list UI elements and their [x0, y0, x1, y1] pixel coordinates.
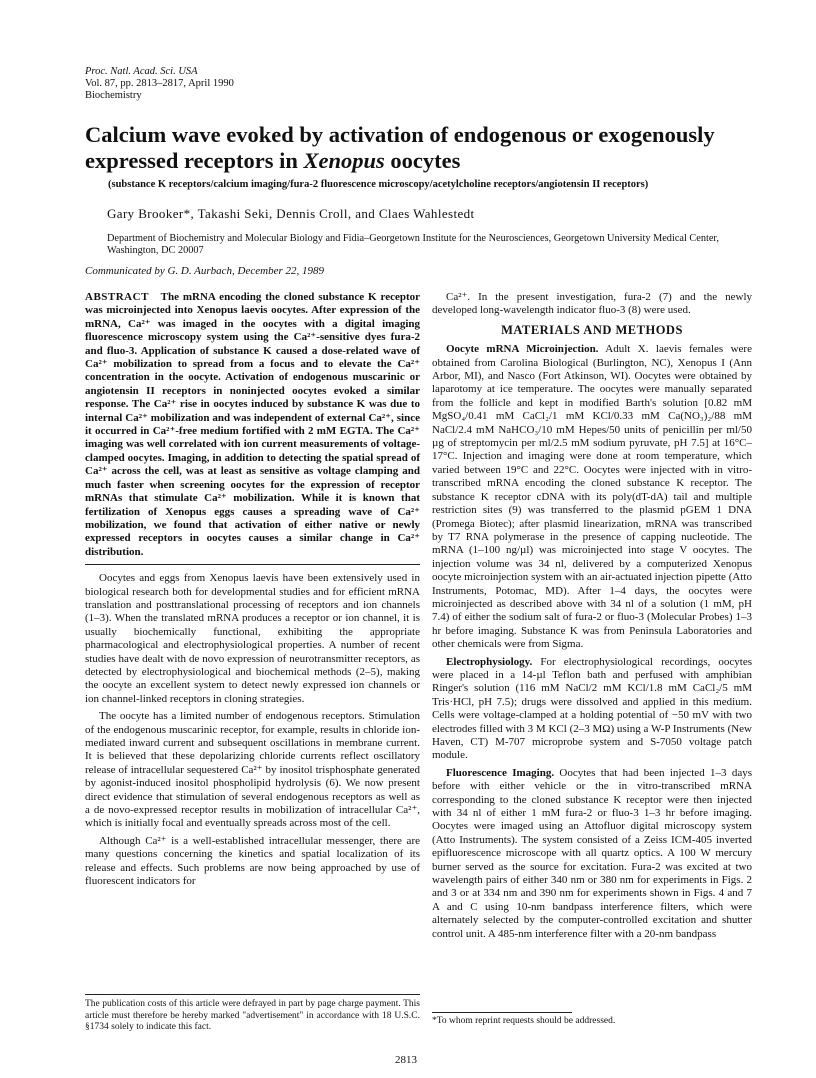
- communicated-by: Communicated by G. D. Aurbach, December 22, 1989: [85, 265, 325, 277]
- journal-name: Proc. Natl. Acad. Sci. USA: [85, 66, 198, 77]
- abstract-label: ABSTRACT: [85, 291, 149, 303]
- page-charge-text: The publication costs of this article were defrayed in part by page charge payment. This article must therefore be hereby marked "advertisement" in accordance with 18 U.S.C. §1734 solely to indicate this fact.: [85, 999, 420, 1032]
- right-column: [432, 291, 752, 945]
- title-line-2-italic: Xenopus: [303, 148, 385, 173]
- methods-paragraph-1: [432, 343, 752, 651]
- paper-title: [85, 122, 745, 174]
- intro-paragraph-1: Oocytes and eggs from Xenopus laevis have been extensively used in biological research both for developmental studies and for efficient mRNA translation and posttranslational processing of receptors and ion channels (1–3). When the translated mRNA produces a receptor or ion channel, it is usually biochemically functional, exhibiting the appropriate pharmacological and electrophysiological properties. A number of recent studies have dealt with de novo expression of neurotransmitter receptors, as detected by electrophysiological and biochemical methods (2–5), making the oocyte an excellent system to detect newly expressed ion channels or ion channel-linked receptors in cloning strategies.: [85, 572, 420, 705]
- runin-heading: Fluorescence Imaging.: [446, 766, 555, 779]
- abstract: [85, 291, 420, 559]
- footnote-rule: [85, 994, 420, 995]
- intro-paragraph-2: The oocyte has a limited number of endogenous receptors. Stimulation of the endogenous muscarinic receptor, for example, results in chloride ion-mediated inward current and subsequent oscillations in membrane current. It is believed that these depolarizing chloride currents reflect oscillatory release of intracellular sequestered Ca²⁺ by inositol trisphosphate generated by agonist-induced inositol phospholipid hydrolysis (6). We now present direct evidence that stimulation of several endogenous receptors as well as a de novo-expressed receptor results in mobilization of intracellular Ca²⁺, which is initially focal and eventually spreads across most of the cell.: [85, 710, 420, 830]
- runin-heading: Electrophysiology.: [446, 655, 533, 668]
- keywords: (substance K receptors/calcium imaging/fura-2 fluorescence microscopy/acetylcholine receptors/angiotensin II receptors): [108, 179, 649, 190]
- runin-heading: Oocyte mRNA Microinjection.: [446, 343, 599, 356]
- authors: Gary Brooker*, Takashi Seki, Dennis Croll, and Claes Wahlestedt: [107, 206, 475, 221]
- title-line-2-pre: expressed receptors in: [85, 148, 304, 173]
- methods-paragraph-2: [432, 656, 752, 763]
- left-column: [85, 291, 420, 892]
- affiliation: Department of Biochemistry and Molecular Biology and Fidia–Georgetown Institute for the Neurosciences, Georgetown University Medical Center, Washington, DC 20007: [107, 233, 720, 256]
- page-charge-footnote: [85, 994, 420, 1034]
- paragraph-text: For electrophysiological recordings, oocytes were placed in a 14-µl Teflon bath and perfused with amphibian Ringer's solution (116 mM NaCl/2 mM KCl/1.8 mM CaCl₂/5 mM Tris·HCl, pH 7.5); drugs were dissolved and applied in this medium. Cells were voltage-clamped at a holding potential of −50 mV with two electrodes filled with 3 M KCl (2–3 MΩ) using a W-P Instruments (New Haven, CT) M-707 microprobe system and S-7050 voltage patch module.: [432, 655, 752, 762]
- title-line-2-post: oocytes: [384, 148, 461, 173]
- title-line-1: Calcium wave evoked by activation of endogenous or exogenously: [85, 122, 715, 147]
- abstract-text: The mRNA encoding the cloned substance K receptor was microinjected into Xenopus laevis oocytes. After expression of the mRNA, Ca²⁺ was imaged in the oocytes with a digital imaging fluorescence microscopy system using the Ca²⁺-sensitive dyes fura-2 and fluo-3. Application of substance K caused a dose-related wave of Ca²⁺ mobilization to spread from a focus and to elevate the Ca²⁺ concentration in the oocyte. Activation of endogenous muscarinic or angiotensin II receptors in noninjected oocytes evoked a similar response. The Ca²⁺ rise in oocytes induced by substance K was due to internal Ca²⁺ mobilization and was independent of external Ca²⁺, since it occurred in Ca²⁺-free medium fortified with 2 mM EGTA. The Ca²⁺ imaging was well correlated with ion current measurements of voltage-clamped oocytes. Imaging, in addition to detecting the spatial spread of Ca²⁺ across the cell, was at least as sensitive as voltage clamping and much faster when screening oocytes for the expression of receptor mRNAs that stimulate Ca²⁺ mobilization. While it is known that fertilization of Xenopus eggs causes a spreading wave of Ca²⁺ mobilization, we found that activation of either native or newly expressed receptors in oocytes causes a similar change in Ca²⁺ distribution.: [85, 291, 421, 558]
- journal-section: Biochemistry: [85, 90, 142, 101]
- journal-header: [85, 66, 234, 102]
- methods-paragraph-3: [432, 767, 752, 941]
- abstract-divider: [85, 564, 420, 565]
- paragraph-text: Oocytes that had been injected 1–3 days before with either vehicle or the in vitro-transcribed mRNA corresponding to the cloned substance K receptor were then injected with 34 nl of either 1 mM fura-2 or fluo-3 1–3 hr before imaging. Oocytes were imaged using an Attofluor digital microscopy system (Atto Instruments). The system consisted of a Zeiss ICM-405 inverted epifluorescence microscope with all quartz optics. A 100 W mercury burner served as the source for excitation. Fura-2 was excited at two wavelength pairs of either 340 nm or 380 nm for experiments in Figs. 2 and 3 or at 334 nm and 390 nm for experiments shown in Figs. 4 and 7 A and C using 10-nm bandpass interference filters, which were alternately selected by the computer-controlled excitation and shutter control unit. A 485-nm interference filter with a 20-nm bandpass: [432, 766, 752, 940]
- reprint-footnote: [432, 1012, 752, 1026]
- page-number: 2813: [395, 1054, 417, 1066]
- footnote-rule: [432, 1012, 572, 1013]
- journal-volume: Vol. 87, pp. 2813–2817, April 1990: [85, 78, 234, 89]
- continuation-paragraph: Ca²⁺. In the present investigation, fura-2 (7) and the newly developed long-wavelength indicator fluo-3 (8) were used.: [432, 291, 752, 317]
- section-heading: MATERIALS AND METHODS: [501, 322, 683, 337]
- intro-paragraph-3: Although Ca²⁺ is a well-established intracellular messenger, there are many questions concerning the kinetics and spatial localization of its release and effects. Such problems are now being approached by use of fluorescent indicators for: [85, 834, 420, 888]
- reprint-text: *To whom reprint requests should be addressed.: [432, 1016, 616, 1026]
- paragraph-text: Adult X. laevis females were obtained from Carolina Biological (Burlington, NC), Xenopus I (Ann Arbor, MI), and Nasco (Fort Atkinson, WI). Oocytes were obtained by laparotomy at ice temperature. The oocytes were manually separated from the follicle and kept in modified Barth's solution [0.82 mM MgSO₄/0.41 mM CaCl₂/1 mM KCl/0.33 mM Ca(NO₃)₂/88 mM NaCl/2.4 mM NaHCO₃/10 mM Hepes/50 units of penicillin per ml/50 µg of streptomycin per ml/2.5 mM sodium pyruvate, pH 7.5] at 16°C–17°C. Injection and imaging were done at room temperature, which varied between 19°C and 22°C. Oocytes were injected with in vitro-transcribed mRNA encoding the cloned substance K receptor. The substance K receptor cDNA with its poly(dT-dA) tail and multiple restriction sites (9) was transferred to the plasmid pGEM 1 DNA (Promega Biotec); after plasmid linearization, mRNA was transcribed by T7 RNA polymerase in the presence of capping nucleotide. The mRNA (1–100 ng/µl) was microinjected into stage V oocytes. The injection volume was 34 nl, delivered by a computerized Xenopus oocyte microinjection system with an air-actuated injection pipette (Atto Instruments, Potomac, MD). After 1–4 days, the oocytes were microinjected as described above with 34 nl of a solution (1 mM, pH 7.4) of either the sodium salt of fura-2 or fluo-3 (Molecular Probes) 1–3 hr before imaging. Substance K was from Peninsula Laboratories and other chemicals were from Sigma.: [432, 343, 752, 651]
